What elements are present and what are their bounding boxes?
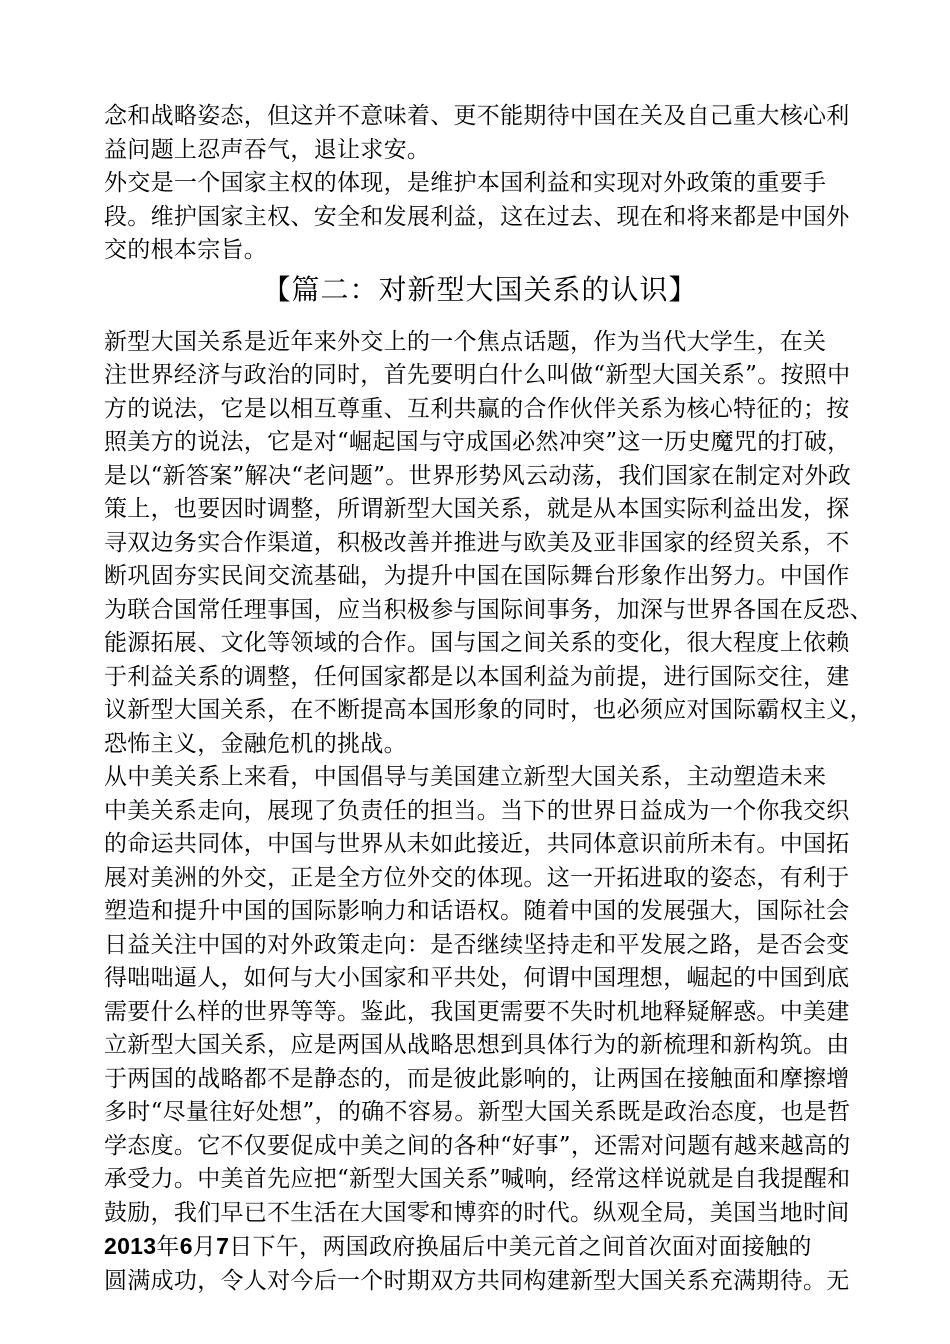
- text-line: 新型大国关系是近年来外交上的一个焦点话题，作为当代大学生，在关: [104, 328, 827, 355]
- text-line: 日益关注中国的对外政策走向：是否继续坚持走和平发展之路，是否会变: [104, 931, 850, 958]
- text-line: 需要什么样的世界等等。鉴此，我国更需要不失时机地释疑解惑。中美建: [104, 998, 850, 1025]
- date-month-unit: 月: [192, 1234, 217, 1260]
- text-line: 策上，也要因时调整，所谓新型大国关系，就是从本国实际利益出发，探: [104, 496, 850, 522]
- text-line: 断巩固夯实民间交流基础，为提升中国在国际舞台形象作出努力。中国作: [104, 563, 850, 589]
- date-line-rest: 日下午，两国政府换届后中美元首之间首次面对面接触的: [229, 1234, 812, 1260]
- document-page: [104, 100, 873, 1298]
- text-line: 得咄咄逼人，如何与大小国家和平共处，何谓中国理想，崛起的中国到底: [104, 965, 850, 991]
- text-line: 是以“新答案”解决“老问题”。世界形势风云动荡，我们国家在制定对外政: [104, 462, 852, 489]
- text-line: 照美方的说法，它是对“崛起国与守成国必然冲突”这一历史魔咒的打破，: [104, 429, 851, 455]
- text-line: 方的说法，它是以相互尊重、互利共赢的合作伙伴关系为核心特征的；按: [104, 395, 850, 422]
- diplomacy-paragraph: [104, 167, 856, 268]
- text-line: 于两国的战略都不是静态的，而是彼此影响的，让两国在接触面和摩擦增: [104, 1065, 850, 1092]
- text-line: 议新型大国关系，在不断提高本国形象的同时，也必须应对国际霸权主义，: [104, 697, 873, 723]
- section-title: 【篇二：对新型大国关系的认识】: [262, 272, 698, 306]
- text-line: 多时“尽量往好处想”，的确不容易。新型大国关系既是政治态度，也是哲: [104, 1099, 851, 1125]
- text-line: 寻双边务实合作渠道，积极改善并推进与欧美及亚非国家的经贸关系，不: [104, 529, 850, 556]
- text-line: 段。维护国家主权、安全和发展利益，这在过去、现在和将来都是中国外: [104, 203, 850, 230]
- paragraph-sino-us-relations: [104, 761, 856, 1298]
- date-line: [104, 1230, 856, 1265]
- date-day: 7: [216, 1233, 230, 1259]
- text-line: 立新型大国关系，应是两国从战略思想到具体行为的新梳理和新构筑。由: [104, 1032, 850, 1058]
- text-line: 于利益关系的调整，任何国家都是以本国利益为前提，进行国际交往，建: [104, 663, 850, 690]
- text-line: 外交是一个国家主权的体现，是维护本国利益和实现对外政策的重要手: [104, 170, 827, 196]
- text-line: 从中美关系上来看，中国倡导与美国建立新型大国关系，主动塑造未来: [104, 764, 827, 790]
- text-line: 塑造和提升中国的国际影响力和话语权。随着中国的发展强大，国际社会: [104, 898, 850, 924]
- text-line: 承受力。中美首先应把“新型大国关系”喊响，经常这样说就是自我提醒和: [104, 1166, 851, 1192]
- date-year-unit: 年: [156, 1234, 180, 1260]
- intro-paragraph: [104, 100, 856, 167]
- text-line: 的命运共同体，中国与世界从未如此接近，共同体意识前所未有。中国拓: [104, 831, 850, 857]
- text-line: 展对美洲的外交，正是全方位外交的体现。这一开拓进取的姿态，有利于: [104, 864, 850, 891]
- text-line: 念和战略姿态，但这并不意味着、更不能期待中国在关及自己重大核心利: [104, 103, 850, 129]
- text-line: 注世界经济与政治的同时，首先要明白什么叫做“新型大国关系”。按照中: [104, 362, 851, 388]
- text-line: 能源拓展、文化等领域的合作。国与国之间关系的变化，很大程度上依赖: [104, 630, 850, 656]
- text-line: 学态度。它不仅要促成中美之间的各种“好事”，还需对问题有越来越高的: [104, 1132, 851, 1159]
- text-line: 益问题上忍声吞气，退让求安。: [104, 136, 431, 163]
- text-line: 中美关系走向，展现了负责任的担当。当下的世界日益成为一个你我交织: [104, 797, 850, 824]
- text-line: 交的根本宗旨。: [104, 237, 268, 263]
- text-line: 鼓励，我们早已不生活在大国零和博弈的时代。纵观全局，美国当地时间: [104, 1199, 850, 1226]
- date-month: 6: [179, 1233, 193, 1259]
- text-line: 恐怖主义，金融危机的挑战。: [104, 730, 407, 757]
- text-line: 圆满成功，令人对今后一个时期双方共同构建新型大国关系充满期待。无: [104, 1267, 850, 1294]
- paragraph-new-major-power-relations: [104, 326, 873, 762]
- date-year: 2013: [104, 1233, 157, 1259]
- text-line: 为联合国常任理事国，应当积极参与国际间事务，加深与世界各国在反恐、: [104, 596, 873, 623]
